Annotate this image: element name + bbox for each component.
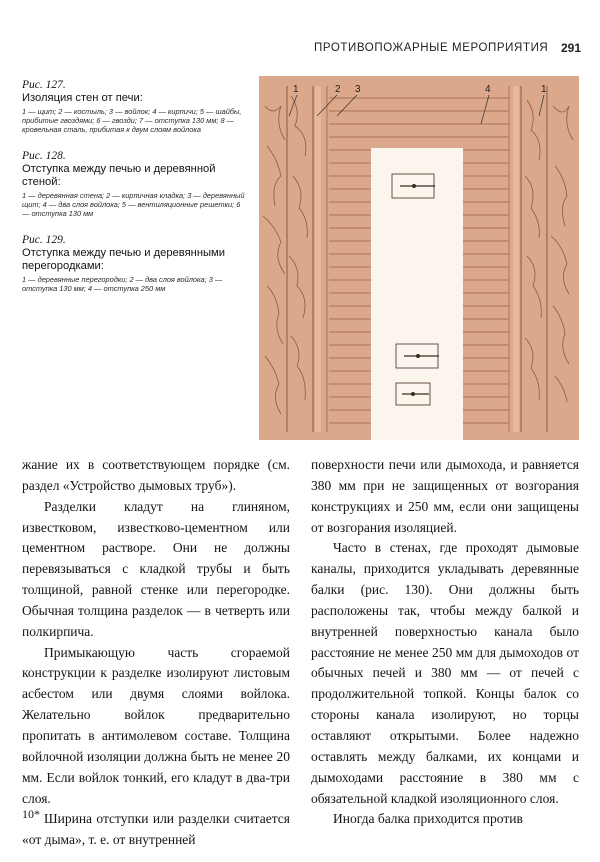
paragraph: Примыкающую часть сгораемой конструкции к разделке изолируют листовым асбестом или двумя слоями войлока. Желательно войлок предварительно пропитать в антимолевом составе. Толщина войлочной изоляции должна быть не менее 20 мм. Если войлок тонкий, его кладут в два-три слоя.	[22, 644, 290, 806]
felt-layer-right	[513, 86, 519, 432]
caption-number: Рис. 128.	[22, 150, 66, 162]
stove-face	[371, 148, 463, 440]
text-column-left	[22, 455, 290, 851]
caption-fig-129	[22, 233, 248, 293]
paragraph: жание их в соответствующем порядке (см. раздел «Устройство дымовых труб»).	[22, 457, 290, 493]
caption-title: Изоляция стен от печи:	[22, 92, 143, 104]
signature-mark: 10*	[22, 807, 40, 821]
caption-title: Отступка между печью и деревянными перегородками:	[22, 247, 225, 272]
figure-label: 1	[541, 84, 547, 95]
figure-129-drawing	[259, 76, 579, 440]
page-number: 291	[561, 41, 582, 55]
caption-legend: 1 — щит; 2 — костыль; 3 — войлок; 4 — кирпичи; 5 — шайбы, прибитые гвоздями; 6 — гвозди; 7 — отступка 130 мм; 8 — кровельная сталь, прибитая к двум слоям войлока	[22, 107, 242, 134]
caption-number: Рис. 129.	[22, 234, 66, 246]
running-header: ПРОТИВОПОЖАРНЫЕ МЕРОПРИЯТИЯ	[314, 42, 549, 54]
caption-fig-127	[22, 78, 248, 134]
caption-legend: 1 — деревянная стена; 2 — кирпичная кладка; 3 — деревянный щит; 4 — два слоя войлока; 5 — вентиляционные решетки; 6 — отступка 130 мм	[22, 191, 245, 218]
figure-label: 1	[293, 84, 299, 95]
text-column-right	[311, 455, 579, 830]
paragraph: Разделки кладут на глиняном, известковом, известково-цементном или цементном растворе. Они не должны перевязываться с кладкой трубы и быть толщиной, равной стенке или перегородке. Обычная толщина разделок — в четверть или полкирпича.	[22, 498, 290, 639]
figure-label: 2	[335, 84, 341, 95]
caption-title: Отступка между печью и деревянной стеной:	[22, 163, 216, 188]
caption-fig-128	[22, 149, 248, 218]
felt-layer-left	[315, 86, 321, 432]
caption-number: Рис. 127.	[22, 79, 66, 91]
paragraph: Часто в стенах, где проходят дымовые каналы, приходится укладывать деревянные балки (рис. 130). Они должны быть расположены так, чтобы между балкой и внутренней поверхностью канала было расстояние не менее 250 мм для дымоходов от обычных печей и 380 мм — от печей с продолжительной топкой. Концы балок со стороны канала изолируют, но торцы оставляют открытыми. Более надежно оставлять между балками, их концами и дымоходами расстояние в 380 мм с обязательной кладкой изоляционного слоя.	[311, 540, 579, 806]
caption-legend: 1 — деревянные перегородки; 2 — два слоя войлока; 3 — отступка 130 мм; 4 — отступка 250 мм	[22, 275, 223, 293]
paragraph: Ширина отступки или разделки считается «от дыма», т. е. от внутренней	[22, 811, 290, 848]
figure-captions	[22, 78, 248, 308]
figure-label: 4	[485, 84, 491, 95]
paragraph: Иногда балка приходится против	[333, 811, 523, 827]
paragraph: поверхности печи или дымохода, и равняется 380 мм при не защищенных от возгорания конструкциях и 250 мм, если они защищены от возгорания изоляцией.	[311, 457, 579, 535]
figure-label: 3	[355, 84, 361, 95]
